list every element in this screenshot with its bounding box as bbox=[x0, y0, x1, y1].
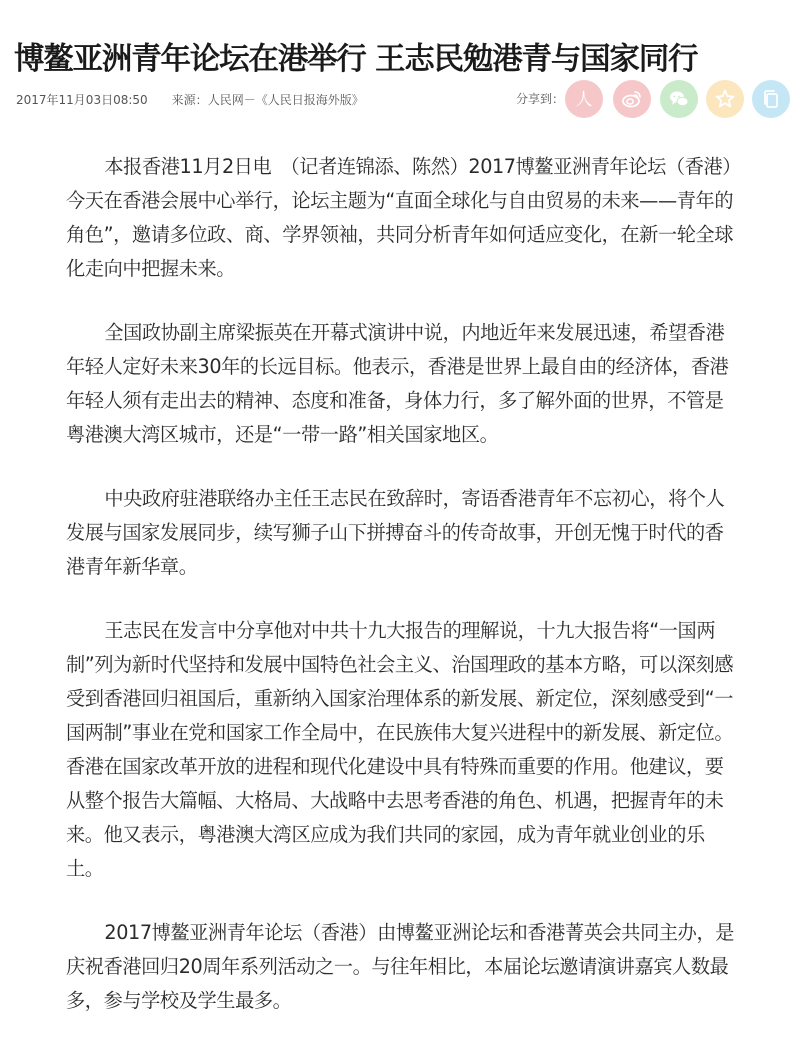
publish-date: 2017年11月03日08:50 bbox=[16, 92, 148, 107]
source-label: 来源： bbox=[171, 92, 208, 107]
article-paragraph: 全国政协副主席梁振英在开幕式演讲中说，内地近年来发展迅速，希望香港年轻人定好未来30年的长远目标。他表示，香港是世界上最自由的经济体，香港年轻人须有走出去的精神、态度和准备，身体力行，多了解外面的世界，不管是粤港澳大湾区城市，还是“一带一路”相关国家地区。 bbox=[66, 321, 729, 446]
ren-glyph-icon bbox=[573, 88, 595, 110]
copy-icon bbox=[760, 88, 782, 110]
wechat-share-button[interactable] bbox=[660, 80, 698, 118]
copy-link-share-button[interactable] bbox=[752, 80, 790, 118]
weibo-share-button[interactable] bbox=[613, 80, 651, 118]
article-paragraph: 王志民在发言中分享他对中共十九大报告的理解说，十九大报告将“一国两制”列为新时代坚持和发展中国特色社会主义、治国理政的基本方略，可以深刻感受到香港回归祖国后，重新纳入国家治理体系的新发展、新定位，深刻感受到“一国两制”事业在党和国家工作全局中，在民族伟大复兴进程中的新发展、新定位。香港在国家改革开放的进程和现代化建设中具有特殊而重要的作用。他建议，要从整个报告大篇幅、大格局、大战略中去思考香港的角色、机遇，把握青年的未来。他又表示，粤港澳大湾区应成为我们共同的家园，成为青年就业创业的乐土。 bbox=[66, 619, 734, 880]
favorite-share-button[interactable] bbox=[706, 80, 744, 118]
wechat-icon bbox=[668, 88, 690, 110]
article-paragraph: 中央政府驻港联络办主任王志民在致辞时，寄语香港青年不忘初心，将个人发展与国家发展同步，续写狮子山下拼搏奋斗的传奇故事，开创无愧于时代的香港青年新华章。 bbox=[66, 487, 725, 578]
renmin-share-button[interactable] bbox=[565, 80, 603, 118]
share-label: 分享到： bbox=[516, 92, 565, 106]
article-title: 博鳌亚洲青年论坛在港举行 王志民勉港青与国家同行 bbox=[14, 42, 698, 78]
source-link[interactable]: 人民网－《人民日报海外版》 bbox=[207, 92, 364, 107]
star-icon bbox=[714, 88, 736, 110]
article-paragraph: 本报香港11月2日电 （记者连锦添、陈然）2017博鳌亚洲青年论坛（香港）今天在香港会展中心举行，论坛主题为“直面全球化与自由贸易的未来——青年的角色”，邀请多位政、商、学界领袖，共同分析青年如何适应变化，在新一轮全球化走向中把握未来。 bbox=[66, 155, 742, 280]
article-meta bbox=[16, 88, 364, 110]
weibo-icon bbox=[621, 88, 643, 110]
article-body bbox=[66, 150, 742, 1048]
article-paragraph: 2017博鳌亚洲青年论坛（香港）由博鳌亚洲论坛和香港菁英会共同主办，是庆祝香港回归20周年系列活动之一。与往年相比，本届论坛邀请演讲嘉宾人数最多，参与学校及学生最多。 bbox=[66, 921, 735, 1012]
svg-text:人: 人 bbox=[575, 90, 593, 110]
